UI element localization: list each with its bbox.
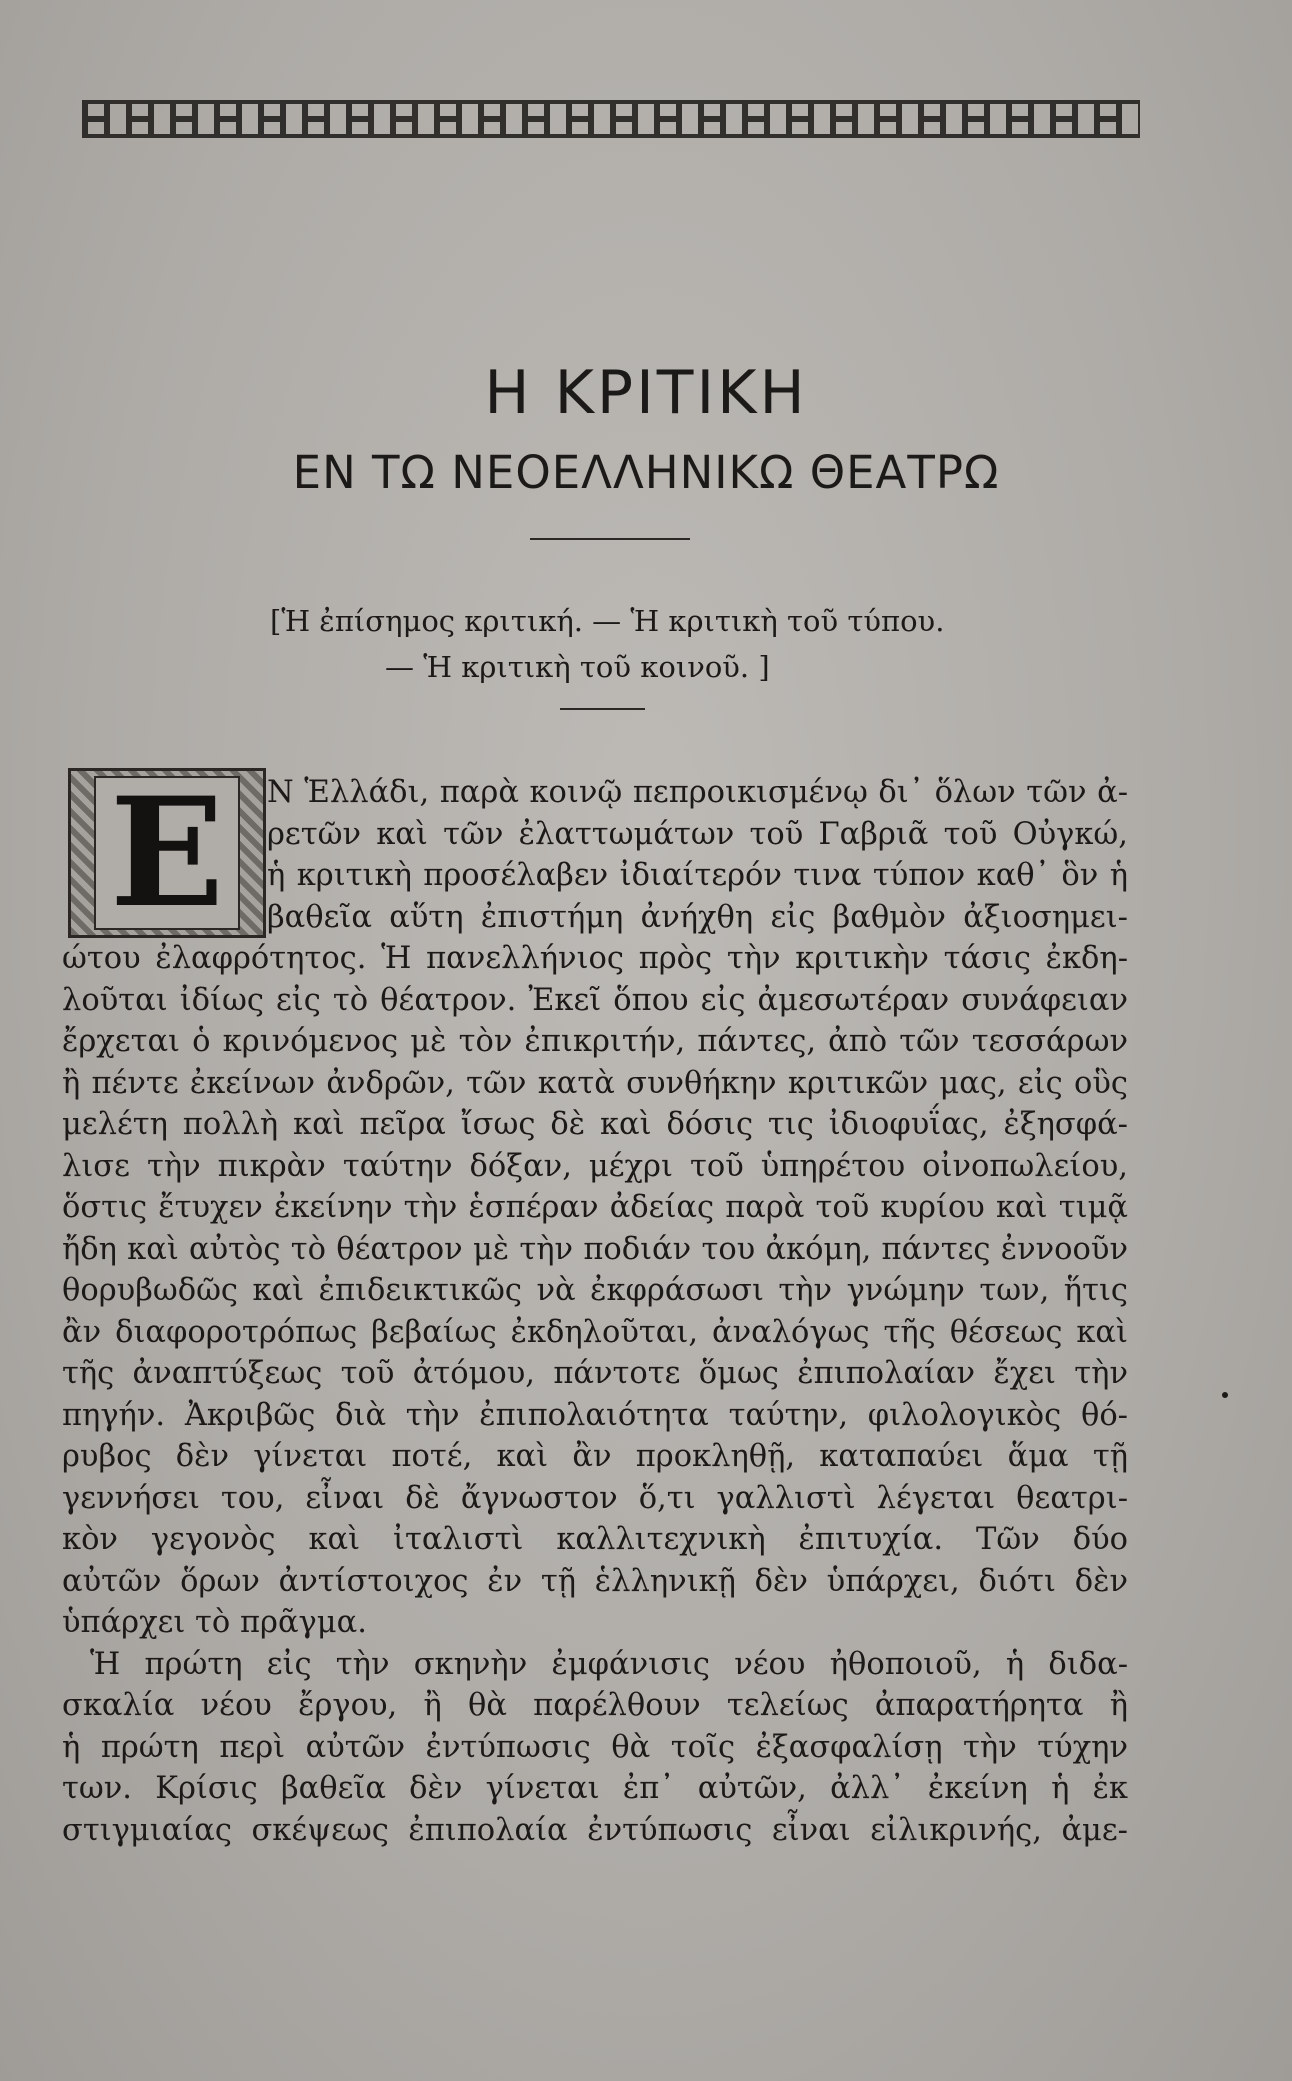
summary-line-1: [Ἡ ἐπίσημος κριτική. — Ἡ κριτικὴ τοῦ τύπου. xyxy=(270,604,945,638)
ink-speck xyxy=(1222,1392,1228,1398)
text-line: τῆς ἀναπτύξεως τοῦ ἀτόμου, πάντοτε ὅμως ἐπιπολαίαν ἔχει τὴν xyxy=(62,1356,1128,1391)
text-line: ώτου ἐλαφρότητος. Ἡ πανελλήνιος πρὸς τὴν κριτικὴν τάσις ἐκδη- xyxy=(62,941,1128,976)
text-line: ρετῶν καὶ τῶν ἐλαττωμάτων τοῦ Γαβριᾶ τοῦ Οὐγκώ, xyxy=(267,816,1128,852)
initial-letter: Ε xyxy=(94,776,240,930)
text-line: ἡ πρώτη περὶ αὐτῶν ἐντύπωσις θὰ τοῖς ἐξασφαλίσῃ τὴν τύχην xyxy=(62,1729,1128,1765)
text-line: θορυβωδῶς καὶ ἐπιδεικτικῶς νὰ ἐκφράσωσι τὴν γνώμην των, ἥτις xyxy=(62,1273,1128,1308)
text-line: ἂν διαφοροτρόπως βεβαίως ἐκδηλοῦται, ἀναλόγως τῆς θέσεως καὶ xyxy=(62,1314,1128,1350)
text-line: ὅστις ἔτυχεν ἐκείνην τὴν ἑσπέραν ἀδείας παρὰ τοῦ κυρίου καὶ τιμᾷ xyxy=(62,1190,1128,1225)
summary-line-2: — Ἡ κριτικὴ τοῦ κοινοῦ. ] xyxy=(385,650,770,684)
text-line: λοῦται ἰδίως εἰς τὸ θέατρον. Ἐκεῖ ὅπου εἰς ἀμεσωτέραν συνάφειαν xyxy=(62,982,1128,1018)
text-line: ἤδη καὶ αὐτὸς τὸ θέατρον μὲ τὴν ποδιάν του ἀκόμη, πάντες ἐννοοῦν xyxy=(62,1231,1128,1267)
summary-divider xyxy=(560,708,645,710)
text-line: των. Κρίσις βαθεῖα δὲν γίνεται ἐπ᾽ αὐτῶν, ἀλλ᾽ ἐκείνη ἡ ἐκ xyxy=(62,1771,1128,1806)
text-line: σκαλία νέου ἔργου, ἢ θὰ παρέλθουν τελείως ἀπαρατήρητα ἢ xyxy=(62,1688,1128,1723)
text-line: ἔρχεται ὁ κρινόμενος μὲ τὸν ἐπικριτήν, πάντες, ἀπὸ τῶν τεσσάρων xyxy=(62,1024,1128,1059)
page-title: Η ΚΡΙΤΙΚΗ xyxy=(484,358,808,428)
text-line: ἢ πέντε ἐκείνων ἀνδρῶν, τῶν κατὰ συνθήκην κριτικῶν μας, εἰς οὓς xyxy=(62,1065,1128,1101)
text-line: στιγμιαίας σκέψεως ἐπιπολαία ἐντύπωσις εἶναι εἰλικρινής, ἀμε- xyxy=(62,1812,1128,1848)
chapter-summary xyxy=(270,598,1070,690)
text-line: γεννήσει του, εἶναι δὲ ἄγνωστον ὅ,τι γαλλιστὶ λέγεται θεατρι- xyxy=(62,1480,1128,1516)
text-line: πηγήν. Ἀκριβῶς διὰ τὴν ἐπιπολαιότητα ταύτην, φιλολογικὸς θό- xyxy=(62,1397,1128,1433)
text-line: Ἡ πρώτη εἰς τὴν σκηνὴν ἐμφάνισις νέου ἠθοποιοῦ, ἡ διδα- xyxy=(90,1646,1128,1682)
page-subtitle: ΕΝ ΤΩ ΝΕΟΕΛΛΗΝΙΚΩ ΘΕΑΤΡΩ xyxy=(292,446,1000,499)
text-line: Ν Ἑλλάδι, παρὰ κοινῷ πεπροικισμένῳ δι᾽ ὅλων τῶν ἀ- xyxy=(267,775,1128,810)
text-line: κὸν γεγονὸς καὶ ἰταλιστὶ καλλιτεχνικὴ ἐπιτυχία. Τῶν δύο xyxy=(62,1522,1128,1557)
text-line: ἡ κριτικὴ προσέλαβεν ἰδιαίτερόν τινα τύπον καθ᾽ ὃν ἡ xyxy=(267,858,1128,893)
greek-key-border-ornament xyxy=(82,100,1140,138)
text-line: ὑπάρχει τὸ πρᾶγμα. xyxy=(62,1605,367,1640)
title-divider xyxy=(530,538,690,540)
text-line: λισε τὴν πικρὰν ταύτην δόξαν, μέχρι τοῦ ὑπηρέτου οἰνοπωλείου, xyxy=(62,1148,1128,1184)
text-line: αὐτῶν ὅρων ἀντίστοιχος ἐν τῇ ἑλληνικῇ δὲν ὑπάρχει, διότι δὲν xyxy=(62,1563,1128,1599)
text-line: ρυβος δὲν γίνεται ποτέ, καὶ ἂν προκληθῇ, καταπαύει ἅμα τῇ xyxy=(62,1439,1128,1474)
text-line: βαθεῖα αὕτη ἐπιστήμη ἀνήχθη εἰς βαθμὸν ἀξιοσημει- xyxy=(267,899,1128,935)
text-line: μελέτη πολλὴ καὶ πεῖρα ἴσως δὲ καὶ δόσις τις ἰδιοφυΐας, ἐξησφά- xyxy=(62,1107,1128,1142)
body-text xyxy=(62,772,1128,1851)
